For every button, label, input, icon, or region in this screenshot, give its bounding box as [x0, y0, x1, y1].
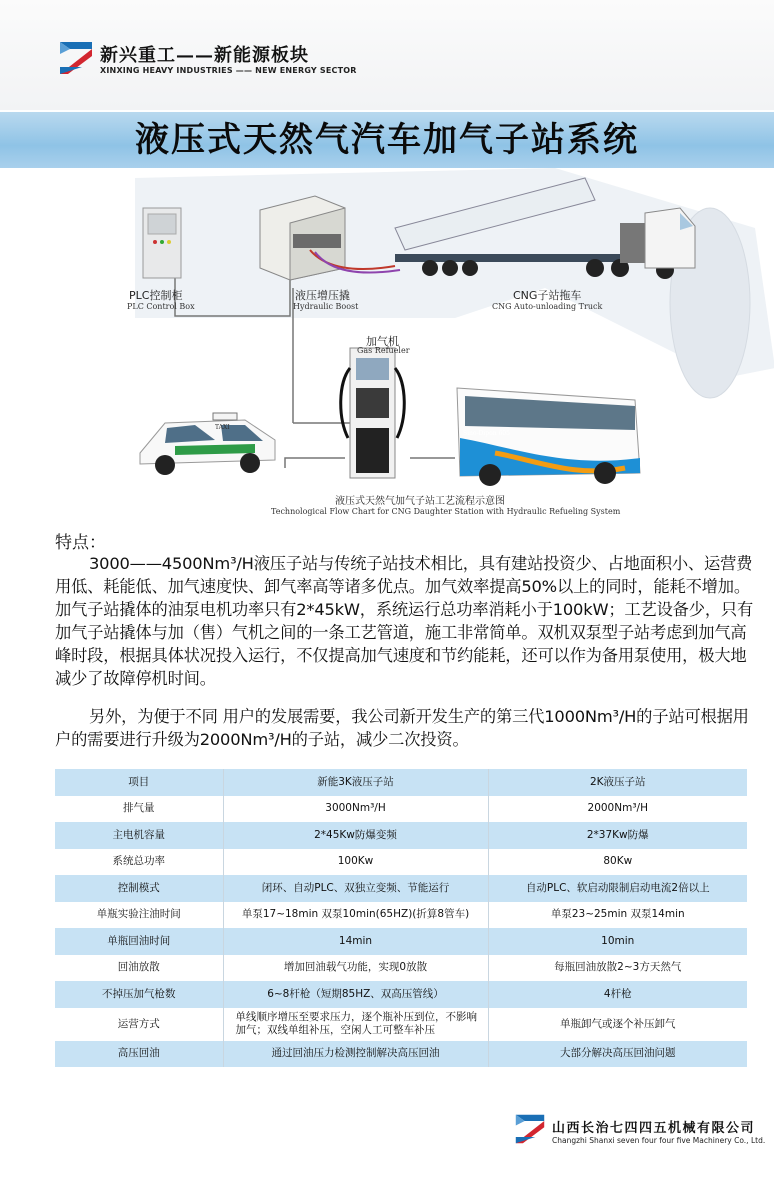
table-cell: 控制模式	[55, 875, 223, 902]
table-cell: 运营方式	[55, 1008, 223, 1041]
footer-company-cn: 山西长治七四四五机械有限公司	[552, 1121, 756, 1136]
table-row	[55, 928, 747, 955]
table-cell: 增加回油载气功能，实现0放散	[223, 955, 488, 982]
footer-logo-icon	[514, 1113, 546, 1145]
features-paragraph-1-text: 3000——4500Nm³/H液压子站与传统子站技术相比，具有建站投资少、占地面积小、运营费用低、耗能低、加气速度快、卸气率高等诸多优点。加气效率提高50%以上的同时，能耗不增加。加气子站撬体的油泵电机功率只有2*45kW，系统运行总功率消耗小于100kW；工艺设备少，只有加气子站撬体与加（售）气机之间的一条工艺管道，施工非常简单。双机双泵型子站考虑到加气高峰时段，根据具体状况投入运行，不仅提高加气速度和节约能耗，还可以作为备用泵使用，极大地减少了故障停机时间。	[55, 554, 754, 688]
flow-diagram-illustration	[95, 168, 774, 523]
gas-refueler-icon	[341, 348, 405, 478]
table-cell: 系统总功率	[55, 849, 223, 876]
table-row	[55, 769, 747, 796]
refueler-label-en: Gas Refueler	[357, 346, 410, 355]
bus-brand-text: Sino-Dipon 605	[463, 430, 510, 437]
table-cell: 6~8杆枪（短期85HZ、双高压管线）	[223, 981, 488, 1008]
table-cell: 2000Nm³/H	[488, 796, 747, 823]
table-cell: 14min	[223, 928, 488, 955]
table-row	[55, 875, 747, 902]
table-cell: 主电机容量	[55, 822, 223, 849]
truck-label-en: CNG Auto-unloading Truck	[492, 302, 603, 311]
title-band	[0, 112, 774, 168]
table-cell: 不掉压加气枪数	[55, 981, 223, 1008]
taxi-car-icon	[140, 413, 275, 475]
table-cell: 单瓶实验注油时间	[55, 902, 223, 929]
features-paragraph-1	[55, 552, 755, 690]
refueler-label-cn: 加气机	[366, 335, 399, 348]
boost-label-en: Hydraulic Boost	[293, 302, 359, 311]
table-cell: 100Kw	[223, 849, 488, 876]
table-cell: 每瓶回油放散2~3方天然气	[488, 955, 747, 982]
table-row	[55, 849, 747, 876]
features-heading: 特点：	[55, 533, 106, 553]
company-logo-icon	[58, 40, 94, 76]
table-cell: 3000Nm³/H	[223, 796, 488, 823]
table-cell: 2*45Kw防爆变频	[223, 822, 488, 849]
features-paragraph-2-text: 另外，为便于不同 用户的发展需要，我公司新开发生产的第三代1000Nm³/H的子站可根据用户的需要进行升级为2000Nm³/H的子站，减少二次投资。	[55, 707, 749, 749]
diagram-caption-en: Technological Flow Chart for CNG Daughter Station with Hydraulic Refueling System	[271, 507, 621, 516]
table-cell: 单线顺序增压至要求压力，逐个瓶补压到位，不影响加气；双线单组补压，空闲人工可整车补压	[223, 1008, 488, 1041]
table-cell: 单瓶卸气或逐个补压卸气	[488, 1008, 747, 1041]
table-cell: 回油放散	[55, 955, 223, 982]
flow-diagram	[95, 168, 774, 523]
header-title-cn: 新兴重工——新能源板块	[100, 45, 309, 66]
footer-company-en: Changzhi Shanxi seven four four five Machinery Co., Ltd.	[552, 1136, 766, 1145]
plc-label-en: PLC Control Box	[127, 302, 195, 311]
table-cell: 单瓶回油时间	[55, 928, 223, 955]
taxi-sign-text: TAXI	[215, 424, 230, 431]
header-title-en: XINXING HEAVY INDUSTRIES —— NEW ENERGY SECTOR	[100, 66, 357, 75]
table-row	[55, 1041, 747, 1068]
features-paragraph-2	[55, 705, 755, 751]
table-header-cell: 2K液压子站	[488, 769, 747, 796]
table-cell: 单泵23~25min 双泵14min	[488, 902, 747, 929]
table-cell: 自动PLC、软启动限制启动电流2倍以上	[488, 875, 747, 902]
table-cell: 80Kw	[488, 849, 747, 876]
table-cell: 4杆枪	[488, 981, 747, 1008]
table-cell: 排气量	[55, 796, 223, 823]
plc-cabinet-icon	[143, 208, 181, 278]
boost-label-cn: 液压增压撬	[295, 289, 350, 302]
plc-label-cn: PLC控制柜	[129, 289, 183, 302]
table-cell: 10min	[488, 928, 747, 955]
table-row	[55, 796, 747, 823]
table-row	[55, 981, 747, 1008]
table-row	[55, 1008, 747, 1041]
table-row	[55, 822, 747, 849]
page-title: 液压式天然气汽车加气子站系统	[135, 120, 639, 160]
table-cell: 闭环、自动PLC、双独立变频、节能运行	[223, 875, 488, 902]
diagram-caption-cn: 液压式天然气加气子站工艺流程示意图	[335, 496, 505, 507]
table-row	[55, 955, 747, 982]
table-cell: 2*37Kw防爆	[488, 822, 747, 849]
table-header-cell: 新能3K液压子站	[223, 769, 488, 796]
table-cell: 高压回油	[55, 1041, 223, 1068]
table-row	[55, 902, 747, 929]
truck-label-cn: CNG子站拖车	[513, 289, 582, 302]
spec-table	[55, 769, 747, 1067]
table-cell: 单泵17~18min 双泵10min(65HZ)(折算8管车)	[223, 902, 488, 929]
page-header	[0, 0, 774, 110]
city-bus-icon	[457, 388, 640, 486]
table-cell: 大部分解决高压回油问题	[488, 1041, 747, 1068]
table-header-cell: 项目	[55, 769, 223, 796]
table-cell: 通过回油压力检测控制解决高压回油	[223, 1041, 488, 1068]
